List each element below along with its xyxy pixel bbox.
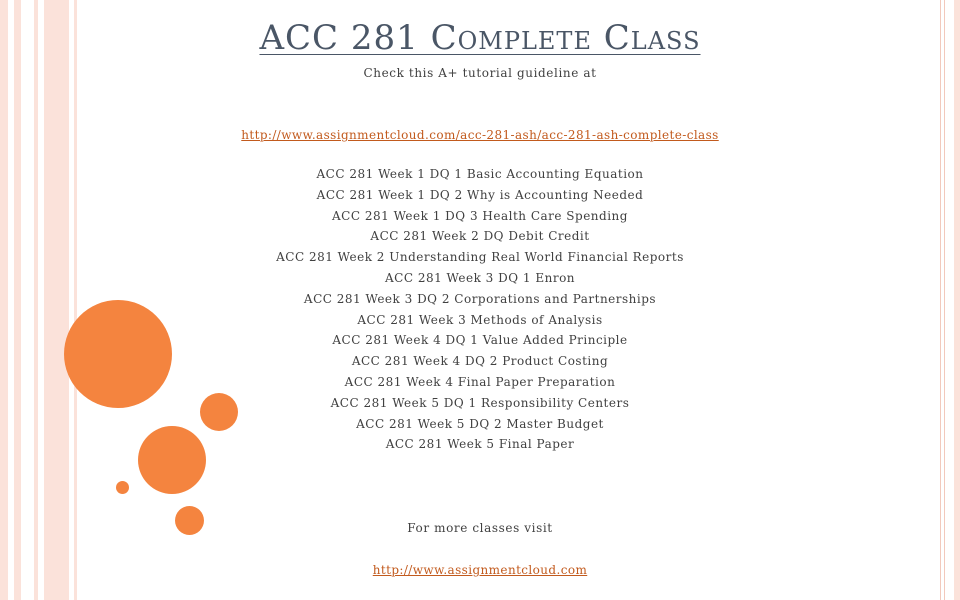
- slide-content: [200, 14, 760, 579]
- course-item: ACC 281 Week 1 DQ 3 Health Care Spending: [332, 208, 628, 223]
- more-classes-text: For more classes visit: [407, 521, 553, 536]
- homepage-link[interactable]: http://www.assignmentcloud.com: [372, 563, 588, 578]
- decorative-circle-tiny: [116, 481, 129, 494]
- course-item: ACC 281 Week 5 DQ 1 Responsibility Centers: [330, 395, 630, 410]
- decorative-stripe: [14, 0, 21, 600]
- course-item: ACC 281 Week 5 Final Paper: [385, 437, 575, 452]
- course-item: ACC 281 Week 3 DQ 1 Enron: [384, 270, 576, 285]
- decorative-stripe: [74, 0, 77, 600]
- slide-title: ACC 281 Complete Class: [259, 18, 701, 58]
- course-item: ACC 281 Week 1 DQ 1 Basic Accounting Equation: [316, 167, 644, 181]
- subtitle: Check this A+ tutorial guideline at: [363, 66, 597, 80]
- course-item: ACC 281 Week 2 DQ Debit Credit: [370, 229, 590, 244]
- decorative-stripe: [44, 0, 69, 600]
- course-item-list: [200, 164, 760, 455]
- course-item: ACC 281 Week 1 DQ 2 Why is Accounting Needed: [316, 187, 644, 202]
- decorative-line: [940, 0, 941, 600]
- decorative-circle-large: [64, 300, 172, 408]
- class-link[interactable]: http://www.assignmentcloud.com/acc-281-ash/acc-281-ash-complete-class: [241, 128, 719, 142]
- course-item: ACC 281 Week 2 Understanding Real World Financial Reports: [276, 250, 684, 265]
- decorative-circle-medium: [138, 426, 206, 494]
- course-item: ACC 281 Week 4 DQ 1 Value Added Principle: [332, 333, 628, 348]
- course-item: ACC 281 Week 3 Methods of Analysis: [357, 312, 603, 327]
- decorative-stripe: [954, 0, 960, 600]
- decorative-line: [944, 0, 945, 600]
- course-item: ACC 281 Week 4 Final Paper Preparation: [344, 374, 616, 389]
- decorative-stripe: [0, 0, 8, 600]
- course-item: ACC 281 Week 4 DQ 2 Product Costing: [351, 354, 609, 369]
- course-item: ACC 281 Week 5 DQ 2 Master Budget: [356, 416, 604, 431]
- decorative-stripe: [34, 0, 38, 600]
- course-item: ACC 281 Week 3 DQ 2 Corporations and Partnerships: [303, 291, 657, 306]
